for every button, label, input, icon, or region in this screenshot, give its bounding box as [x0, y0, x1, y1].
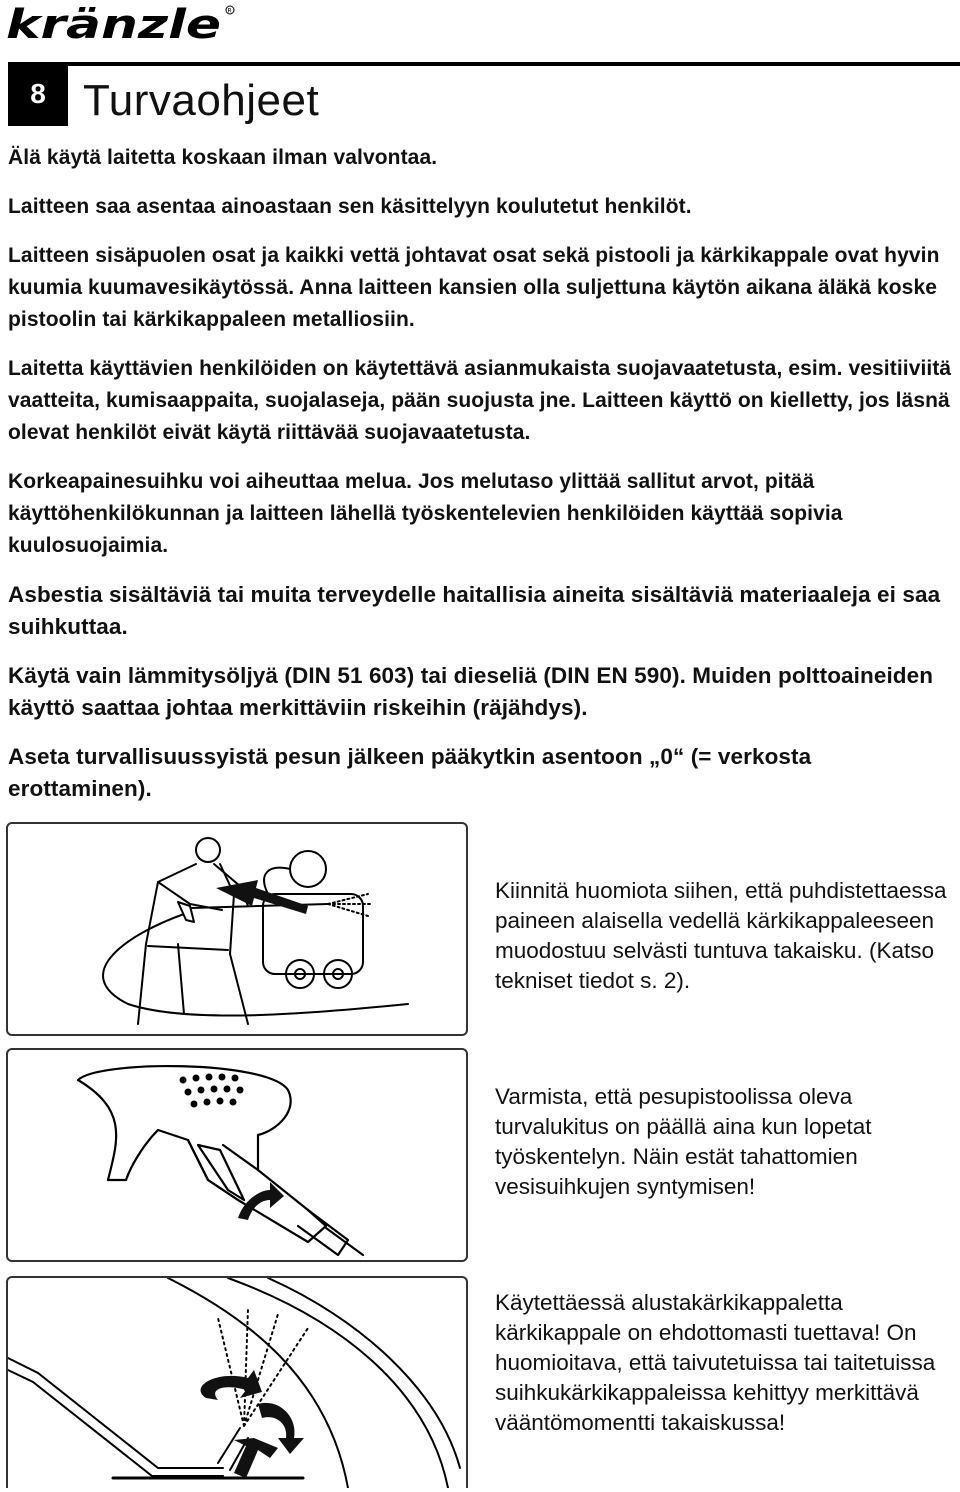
- paragraph-main-switch: Aseta turvallisuussyistä pesun jälkeen pääkytkin asentoon „0“ (= verkosta erottaminen).: [8, 744, 812, 801]
- caption-kickback: Kiinnitä huomiota siihen, että puhdistettaessa paineen alaisella vedellä kärkikappaleeseen muodostuu selvästi tuntuva takaisku. (Katso tekniset tiedot s. 2).: [495, 878, 947, 993]
- section-header: [8, 60, 960, 130]
- paragraph-hot-parts: Laitteen sisäpuolen osat ja kaikki vettä johtavat osat sekä pistooli ja kärkikappale ovat hyvin kuumia kuumavesikäytössä. Anna laitteen kansien olla suljettuna käytön aikana äläkä koske pistoolin tai kärkikappaleen metalliosiin.: [8, 244, 940, 331]
- figure-angled-lance: [6, 1276, 468, 1488]
- figure-safety-catch: [6, 1048, 468, 1262]
- kranzle-logo-icon: [6, 4, 236, 44]
- paragraph-supervision: Älä käytä laitetta koskaan ilman valvontaa.: [8, 146, 438, 169]
- caption-angled-lance: Käytettäessä alustakärkikappaletta kärkikappale on ehdottomasti tuettava! On huomioitava, että taivutetuissa tai taitetuissa suihkukärkikappaleissa kehittyy merkittävä vääntömomentti takaiskussa!: [495, 1290, 936, 1435]
- operator-kickback-illustration-icon: [8, 824, 466, 1034]
- spray-gun-safety-catch-illustration-icon: [8, 1050, 466, 1260]
- header-rule: [68, 62, 960, 66]
- brand-logo: [6, 4, 236, 44]
- paragraph-asbestos: Asbestia sisältäviä tai muita terveydelle haitallisia aineita sisältäviä materiaaleja ei saa suihkuttaa.: [8, 582, 941, 639]
- paragraph-noise: Korkeapainesuihku voi aiheuttaa melua. Jos melutaso ylittää sallitut arvot, pitää käyttöhenkilökunnan ja laitteen lähellä työskentelevien henkilöiden käyttää sopivia kuulosuojaimia.: [8, 470, 843, 557]
- paragraph-fuel: Käytä vain lämmitysöljyä (DIN 51 603) tai dieseliä (DIN EN 590). Muiden polttoaineiden käyttö saattaa johtaa merkittäviin riskeihin (räjähdys).: [8, 663, 934, 720]
- page-number-badge: 8: [8, 62, 68, 126]
- page-title: Turvaohjeet: [83, 76, 320, 125]
- angled-lance-torque-illustration-icon: [8, 1278, 466, 1488]
- paragraph-protective-clothing: Laitetta käyttävien henkilöiden on käytettävä asianmukaista suojavaatetusta, esim. vesitiiviitä vaatteita, kumisaappaita, suojalaseja, pään suojusta jne. Laitteen käyttö on kielletty, jos läsnä olevat henkilöt eivät käytä riittävää suojavaatetusta.: [8, 357, 952, 444]
- svg-text:R: R: [227, 7, 232, 15]
- figure-kickback: [6, 822, 468, 1036]
- svg-text:kränzle: kränzle: [6, 4, 221, 44]
- caption-safety-catch: Varmista, että pesupistoolissa oleva turvalukitus on päällä aina kun lopetat työskentelyn. Näin estät tahattomien vesisuihkujen syntymisen!: [495, 1084, 872, 1199]
- paragraph-installation: Laitteen saa asentaa ainoastaan sen käsittelyyn koulutetut henkilöt.: [8, 195, 692, 218]
- safety-instructions: [8, 142, 953, 822]
